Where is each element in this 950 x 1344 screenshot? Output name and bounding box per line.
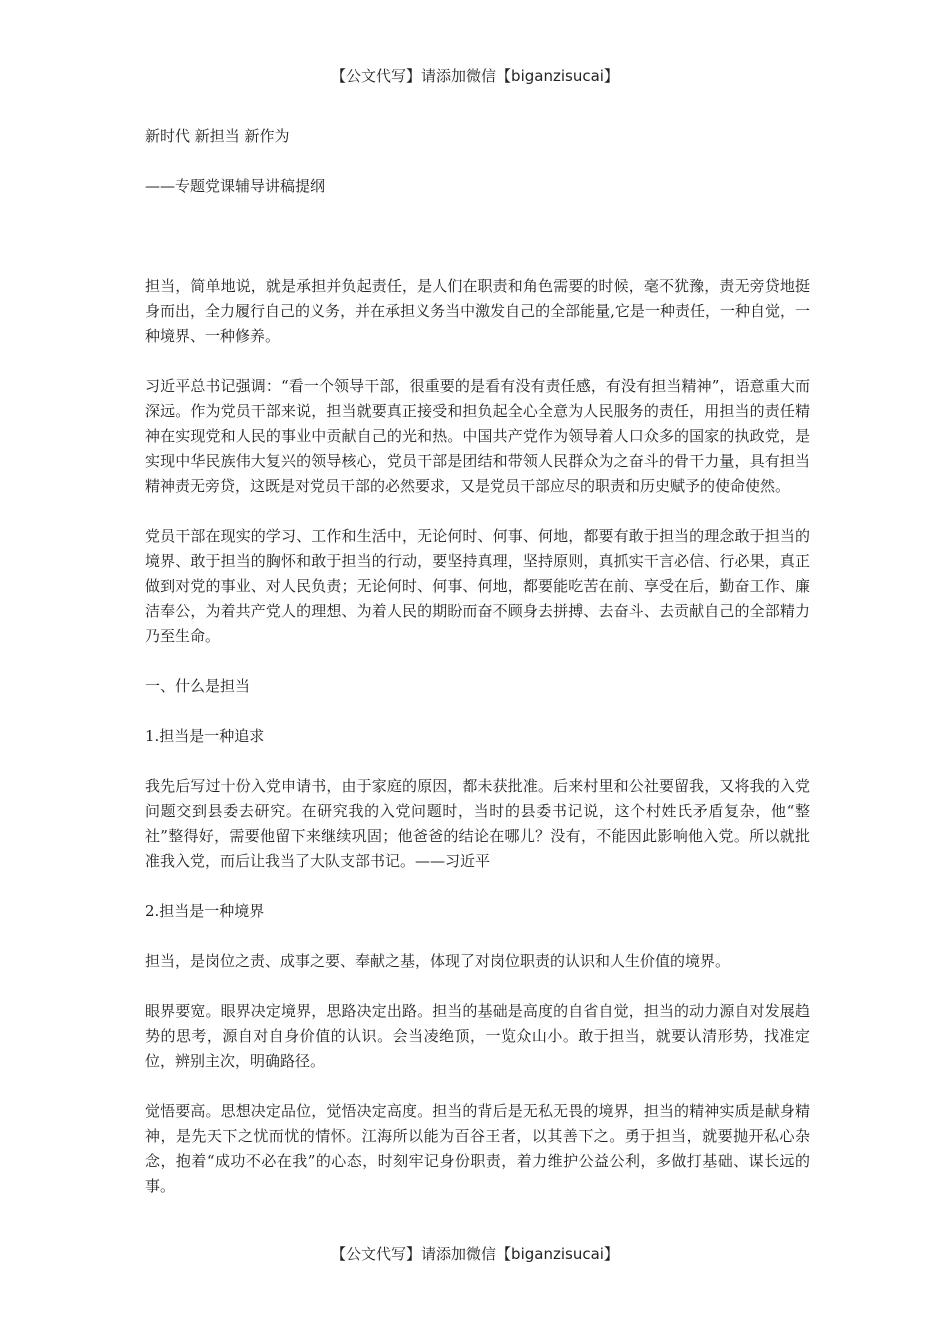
document-title: 新时代 新担当 新作为 — [145, 127, 290, 145]
document-subtitle: ——专题党课辅导讲稿提纲 — [145, 177, 326, 195]
document-body — [145, 124, 810, 1199]
paragraph-awareness: 觉悟要高。思想决定品位，觉悟决定高度。担当的背后是无私无畏的境界，担当的精神实质是献身精神，是先天下之忧而忧的情怀。江海所以能为百谷王者，以其善下之。勇于担当，就要抛开私心杂念，抱着“成功不必在我”的心态，时刻牢记身份职责，着力维护公益公利，多做打基础、谋长远的事。 — [145, 1102, 810, 1195]
paragraph-story: 我先后写过十份入党申请书，由于家庭的原因，都未获批准。后来村里和公社要留我，又将我的入党问题交到县委去研究。在研究我的入党问题时，当时的县委书记说，这个村姓氏矛盾复杂，他“整社”整得好，需要他留下来继续巩固；他爸爸的结论在哪儿？没有，不能因此影响他入党。所以就批准我入党，而后让我当了大队支部书记。——习近平 — [145, 777, 810, 870]
subsection-heading-1: 1.担当是一种追求 — [145, 727, 265, 745]
page-footer: 【公文代写】请添加微信【biganzisucai】 — [331, 1245, 619, 1263]
paragraph-quote: 习近平总书记强调：“看一个领导干部，很重要的是看有没有责任感，有没有担当精神”，语意重大而深远。作为党员干部来说，担当就要真正接受和担负起全心全意为人民服务的责任，用担当的责任精神在实现党和人民的事业中贡献自己的光和热。中国共产党作为领导着人口众多的国家的执政党，是实现中华民族伟大复兴的领导核心，党员干部是团结和带领人民群众为之奋斗的骨干力量，具有担当精神责无旁贷，这既是对党员干部的必然要求，又是党员干部应尽的职责和历史赋予的使命使然。 — [145, 377, 810, 495]
paragraph-definition: 担当，是岗位之责、成事之要、奉献之基，体现了对岗位职责的认识和人生价值的境界。 — [145, 952, 731, 970]
section-heading: 一、什么是担当 — [145, 677, 251, 695]
paragraph-duty: 党员干部在现实的学习、工作和生活中，无论何时、何事、何地，都要有敢于担当的理念敢于担当的境界、敢于担当的胸怀和敢于担当的行动，要坚持真理，坚持原则，真抓实干言必信、行必果，真正做到对党的事业、对人民负责；无论何时、何事、何地，都要能吃苦在前、享受在后，勤奋工作、廉洁奉公，为着共产党人的理想、为着人民的期盼而奋不顾身去拼搏、去奋斗、去贡献自己的全部精力乃至生命。 — [145, 527, 810, 645]
paragraph-vision: 眼界要宽。眼界决定境界，思路决定出路。担当的基础是高度的自省自觉，担当的动力源自对发展趋势的思考，源自对自身价值的认识。会当凌绝顶，一览众山小。敢于担当，就要认清形势，找准定位，辨别主次，明确路径。 — [145, 1002, 810, 1070]
paragraph-intro: 担当，简单地说，就是承担并负起责任，是人们在职责和角色需要的时候，毫不犹豫，责无旁贷地挺身而出，全力履行自己的义务，并在承担义务当中激发自己的全部能量,它是一种责任，一种自觉，一种境界、一种修养。 — [145, 277, 810, 345]
subsection-heading-2: 2.担当是一种境界 — [145, 902, 265, 920]
page-header: 【公文代写】请添加微信【biganzisucai】 — [331, 67, 619, 85]
